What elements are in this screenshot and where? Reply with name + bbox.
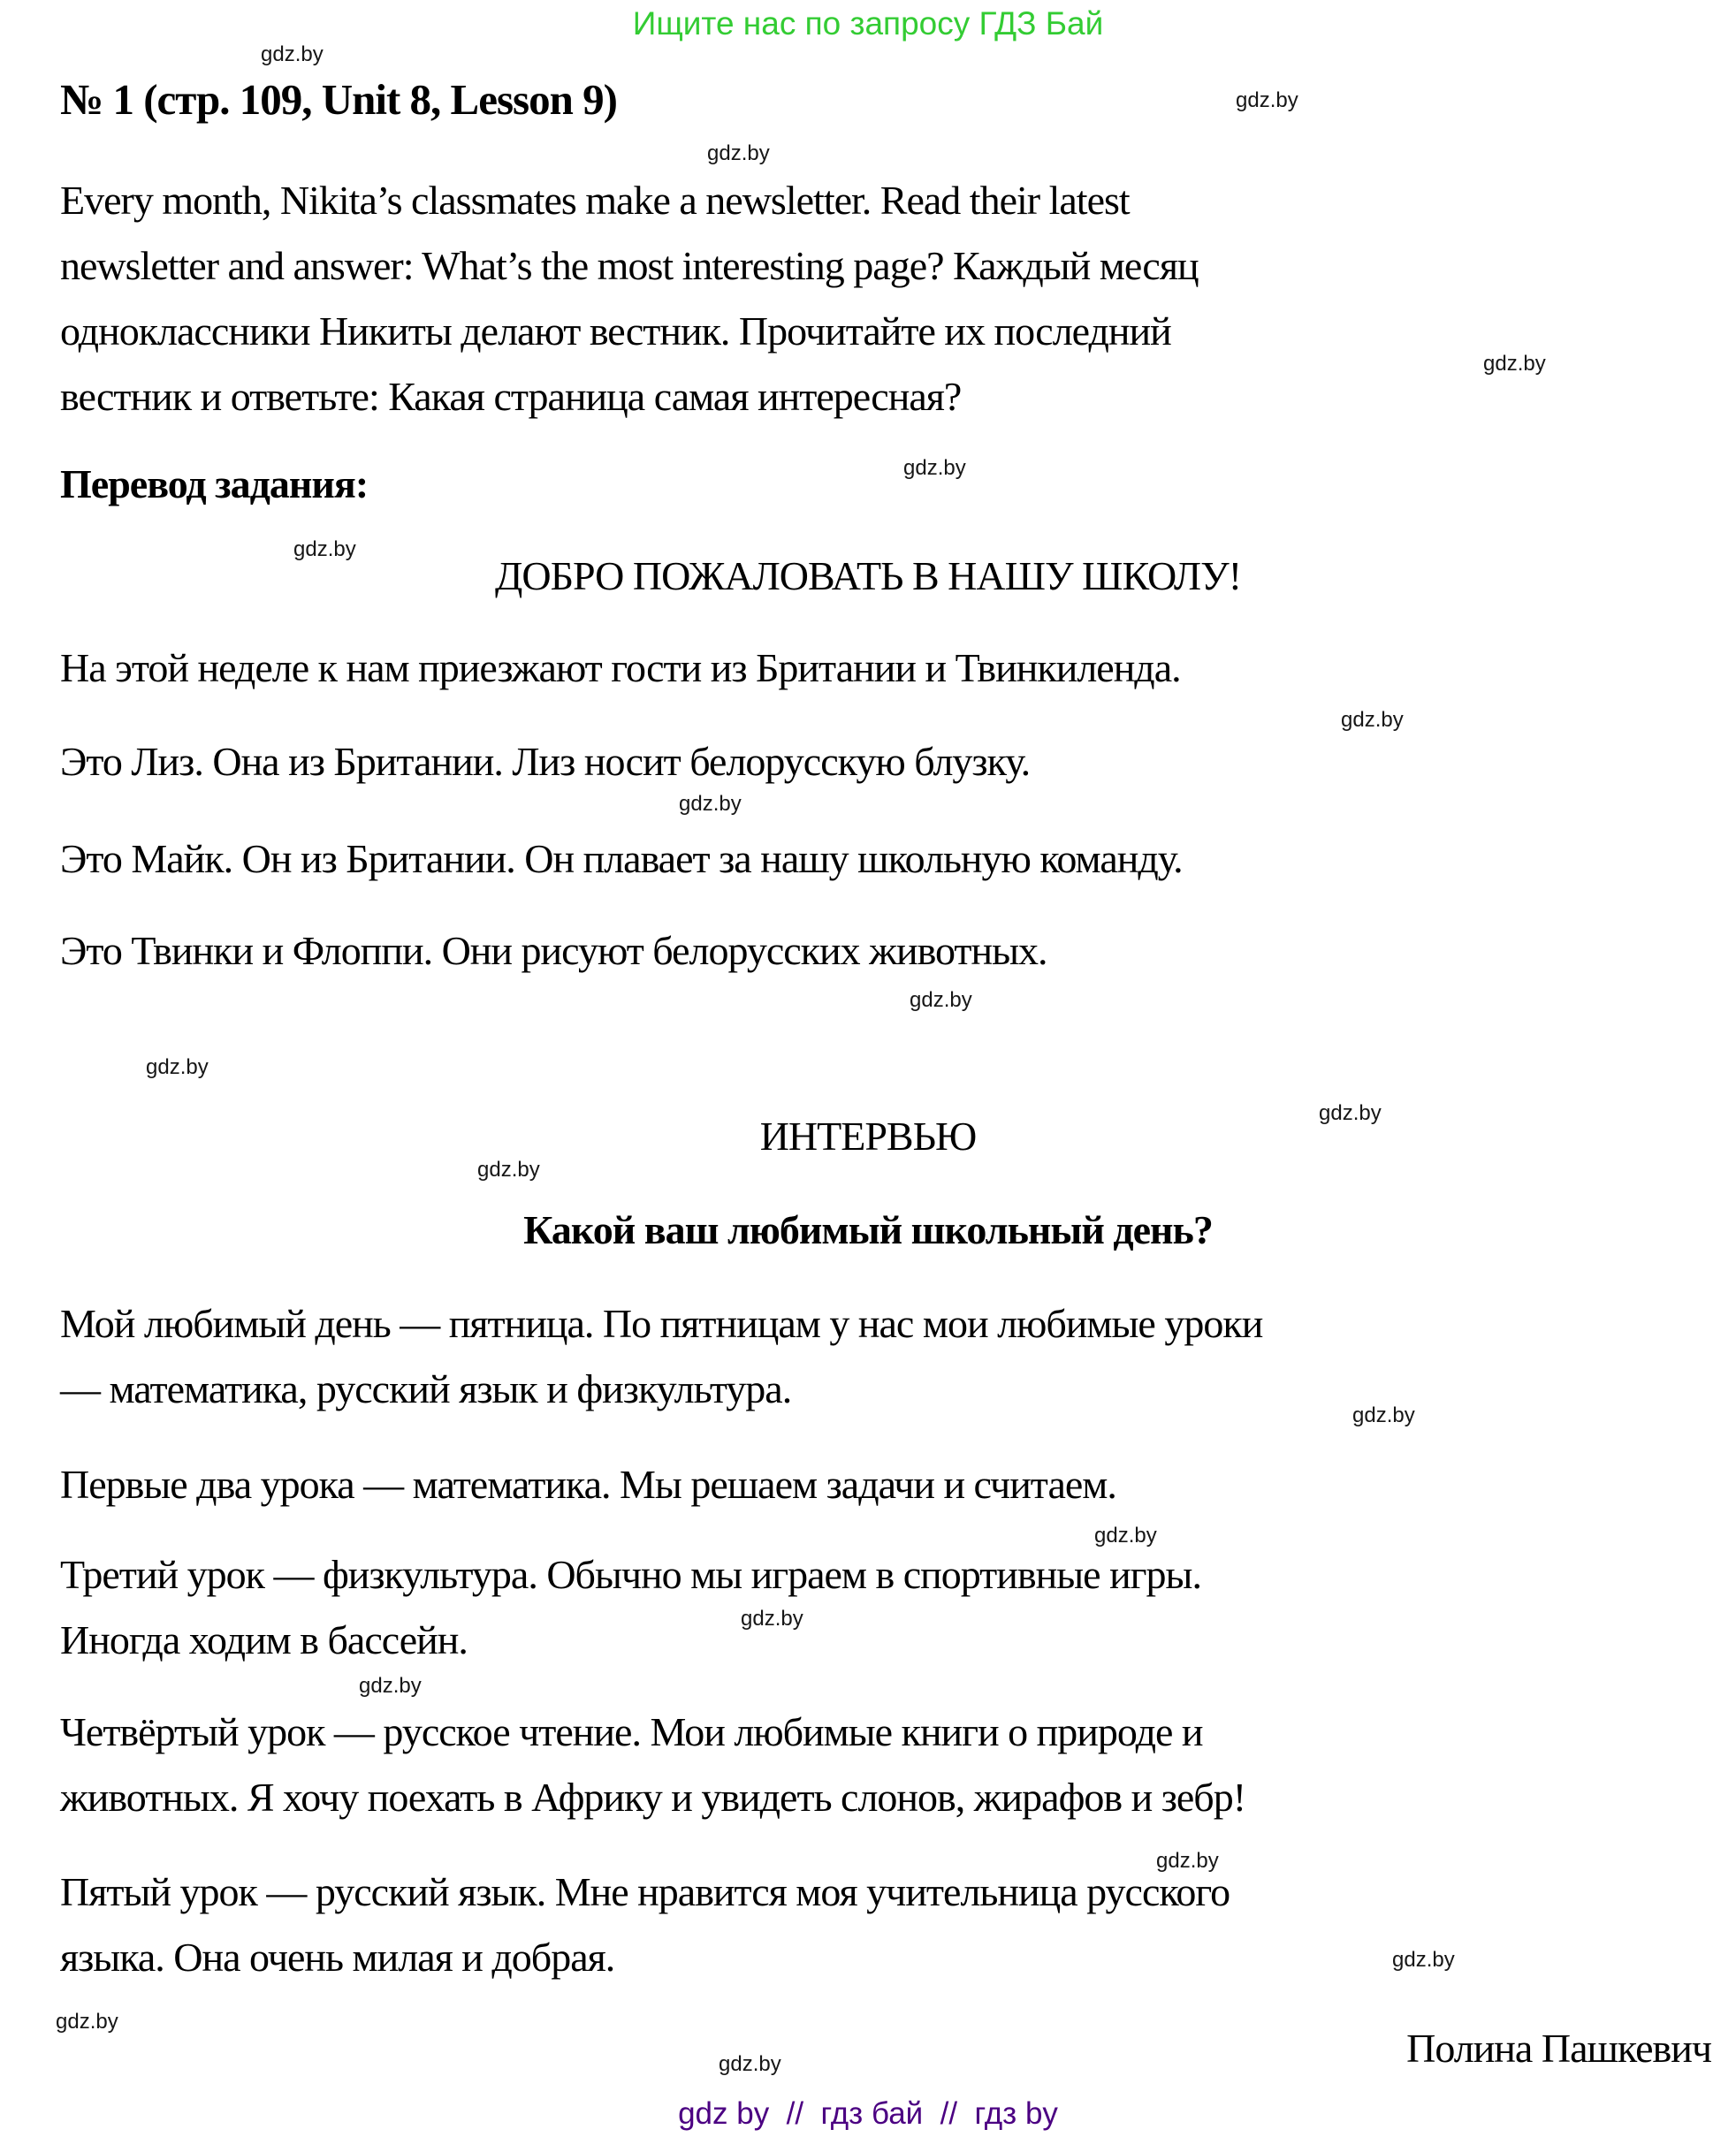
interview-question: Какой ваш любимый школьный день? <box>523 1207 1213 1252</box>
answer-line: языка. Она очень милая и добрая. <box>60 1935 615 1980</box>
answer-line: Третий урок — физкультура. Обычно мы играем в спортивные игры. <box>60 1552 1201 1597</box>
answer-paragraph <box>60 1859 1230 1990</box>
gdz-watermark: gdz.by <box>1483 352 1546 376</box>
answer-paragraph <box>60 1452 1116 1517</box>
answer-line: Первые два урока — математика. Мы решаем задачи и считаем. <box>60 1462 1116 1507</box>
task-line: вестник и ответьте: Какая страница самая интересная? <box>60 374 962 419</box>
promo-banner: Ищите нас по запросу ГДЗ Бай <box>632 5 1104 42</box>
gdz-watermark: gdz.by <box>741 1607 803 1631</box>
exercise-title: № 1 (стр. 109, Unit 8, Lesson 9) <box>60 75 617 124</box>
gdz-watermark: gdz.by <box>1236 88 1298 112</box>
answer-paragraph <box>60 1542 1201 1673</box>
gdz-watermark: gdz.by <box>719 2052 781 2076</box>
gdz-watermark: gdz.by <box>1094 1524 1157 1548</box>
answer-line: Четвёртый урок — русское чтение. Мои любимые книги о природе и <box>60 1709 1203 1754</box>
gdz-watermark: gdz.by <box>146 1055 209 1079</box>
task-line: Every month, Nikita’s classmates make a newsletter. Read their latest <box>60 178 1130 223</box>
intro-paragraph: На этой неделе к нам приезжают гости из Британии и Твинкиленда. <box>60 645 1181 690</box>
translation-heading: Перевод задания: <box>60 461 369 506</box>
intro-paragraph: Это Лиз. Она из Британии. Лиз носит белорусскую блузку. <box>60 739 1031 784</box>
welcome-heading: ДОБРО ПОЖАЛОВАТЬ В НАШУ ШКОЛУ! <box>494 553 1242 598</box>
gdz-watermark: gdz.by <box>56 2010 118 2034</box>
gdz-watermark: gdz.by <box>903 456 966 480</box>
answer-paragraph <box>60 1291 1262 1422</box>
signature: Полина Пашкевич <box>1406 2026 1711 2071</box>
gdz-watermark: gdz.by <box>1319 1101 1382 1125</box>
gdz-watermark: gdz.by <box>261 42 324 66</box>
answer-line: — математика, русский язык и физкультура. <box>60 1366 792 1411</box>
task-line: newsletter and answer: What’s the most interesting page? Каждый месяц <box>60 243 1199 288</box>
gdz-watermark: gdz.by <box>1352 1403 1415 1427</box>
answer-line: Пятый урок — русский язык. Мне нравится моя учительница русского <box>60 1869 1230 1914</box>
intro-paragraph: Это Майк. Он из Британии. Он плавает за нашу школьную команду. <box>60 836 1183 881</box>
gdz-watermark: gdz.by <box>1341 708 1404 732</box>
intro-paragraph: Это Твинки и Флоппи. Они рисуют белорусских животных. <box>60 928 1047 973</box>
task-text <box>60 168 1199 430</box>
gdz-watermark: gdz.by <box>293 537 356 561</box>
gdz-watermark: gdz.by <box>477 1158 540 1182</box>
answer-paragraph <box>60 1700 1245 1830</box>
answer-line: животных. Я хочу поехать в Африку и увидеть слонов, жирафов и зебр! <box>60 1775 1246 1820</box>
gdz-watermark: gdz.by <box>359 1674 422 1698</box>
answer-line: Мой любимый день — пятница. По пятницам у нас мои любимые уроки <box>60 1301 1263 1346</box>
gdz-watermark: gdz.by <box>679 792 742 816</box>
gdz-watermark: gdz.by <box>1392 1948 1455 1972</box>
gdz-watermark: gdz.by <box>707 141 770 165</box>
gdz-watermark: gdz.by <box>1156 1849 1219 1873</box>
interview-heading: ИНТЕРВЬЮ <box>759 1114 977 1159</box>
task-line: одноклассники Никиты делают вестник. Прочитайте их последний <box>60 308 1171 354</box>
answer-line: Иногда ходим в бассейн. <box>60 1617 468 1662</box>
gdz-watermark: gdz.by <box>910 988 972 1012</box>
footer-tagline: gdz by // гдз бай // гдз by <box>678 2096 1058 2131</box>
